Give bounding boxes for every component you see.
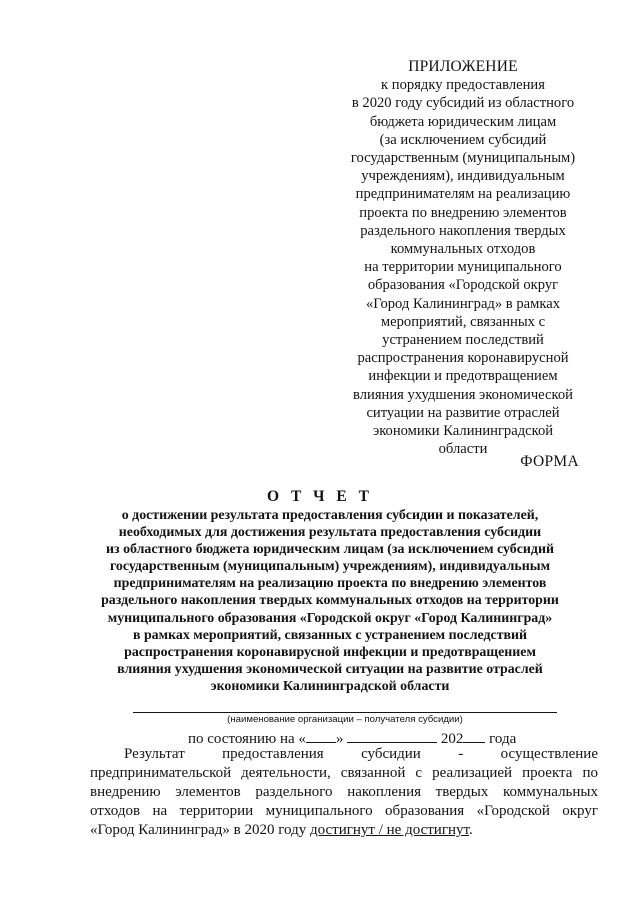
date-mid: » [335,731,344,747]
appendix-line: экономики Калининградской [372,423,554,440]
report-subtitle-line: раздельного накопления твердых коммунальных отходов на территории [101,593,559,609]
paragraph-line: внедрению элементов раздельного накопления твердых коммунальных [90,784,598,801]
appendix-line: государственным (муниципальным) [350,150,576,167]
paragraph-line: Результат предоставления субсидии - осуществление [124,746,598,762]
appendix-line: раздельного накопления твердых [360,222,566,239]
form-label: ФОРМА [520,453,579,470]
appendix-block [336,58,590,458]
appendix-line: распространения коронавирусной [357,350,569,367]
appendix-line: устранением последствий [382,332,544,349]
organization-name-field[interactable] [133,712,557,713]
appendix-line: образования «Городской округ [367,277,559,294]
year-prefix: 202 [440,731,464,747]
appendix-line: в 2020 году субсидий из областного [351,95,575,112]
paragraph-last-line [90,821,598,840]
report-subtitle-line: влияния ухудшения экономической ситуации на развитие отраслей [117,661,543,677]
appendix-line: учреждениям), индивидуальным [361,168,565,185]
appendix-title: ПРИЛОЖЕНИЕ [408,58,518,75]
month-blank-field[interactable] [347,728,437,743]
report-subtitle-line: государственным (муниципальным) учреждениям), индивидуальным [109,559,551,575]
report-subtitle-line: предпринимателям на реализацию проекта по внедрению элементов [113,576,547,592]
report-subtitle-line: в рамках мероприятий, связанных с устранением последствий [132,627,528,643]
appendix-line: (за исключением субсидий [379,131,547,148]
appendix-line: предпринимателям на реализацию [355,186,571,203]
appendix-line: проекта по внедрению элементов [359,204,567,221]
year-blank-field[interactable] [463,728,485,743]
report-subtitle-line: о достижении результата предоставления субсидии и показателей, [121,508,539,523]
paragraph-line: отходов на территории муниципального образования «Городской округ [90,803,598,820]
day-blank-field[interactable] [306,728,336,743]
appendix-line: инфекции и предотвращением [368,368,558,385]
appendix-line: мероприятий, связанных с [380,313,546,330]
paragraph-line: предпринимательской деятельности, связанной с реализацией проекта по [90,765,598,782]
report-subtitle-line: распространения коронавирусной инфекции и предотвращением [124,644,536,660]
appendix-line: бюджета юридическим лицам [369,113,557,130]
report-subtitle [60,507,600,695]
paragraph-last-suffix: . [468,822,473,839]
appendix-line: на территории муниципального [364,259,562,276]
paragraph-last-prefix: «Город Калининград» в 2020 году [90,822,310,839]
achieved-status-text: достигнут / не достигнут [310,822,469,839]
date-suffix: года [489,731,517,747]
report-subtitle-line: муниципального образования «Городской округ «Город Калининград» [107,610,553,626]
appendix-line: коммунальных отходов [390,241,536,258]
report-subtitle-line: экономики Калининградской области [210,678,450,694]
report-subtitle-line: из областного бюджета юридическим лицам (за исключением субсидий [106,542,554,558]
appendix-line: ситуации на развитие отраслей [366,404,560,421]
report-title: О Т Ч Е Т [267,488,373,505]
date-prefix: по состоянию на « [188,731,306,747]
result-paragraph [90,745,598,840]
appendix-line: области [438,441,488,458]
appendix-line: влияния ухудшения экономической [353,386,573,403]
report-subtitle-line: необходимых для достижения результата предоставления субсидии [118,525,542,541]
appendix-line: к порядку предоставления [381,77,545,94]
organization-caption: (наименование организации – получателя субсидии) [227,714,463,725]
appendix-line: «Город Калининград» в рамках [366,295,560,312]
